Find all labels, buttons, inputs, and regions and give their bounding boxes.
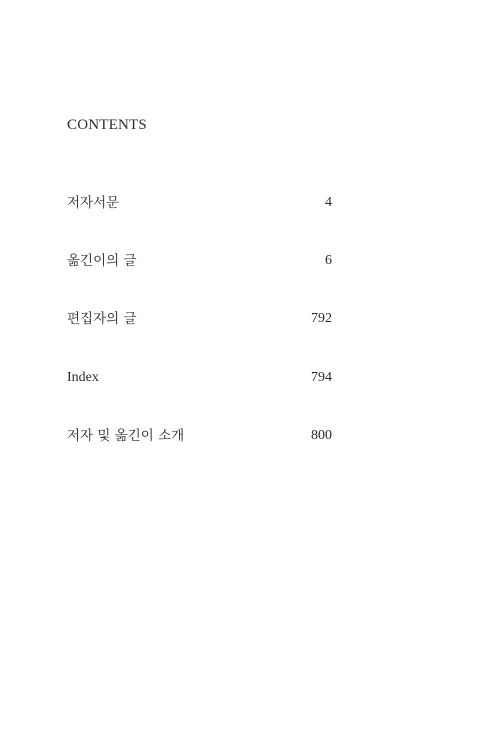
toc-entry-title: 옮긴이의 글	[67, 253, 137, 269]
toc-entry-title: Index	[67, 370, 99, 385]
toc-entry-page: 6	[325, 253, 332, 268]
toc-entry-title: 편집자의 글	[67, 311, 137, 327]
toc-entry-title: 저자 및 옮긴이 소개	[67, 428, 185, 444]
toc-entry-title: 저자서문	[67, 195, 120, 211]
toc-entry-page: 792	[311, 311, 332, 326]
toc-entry-page: 800	[311, 428, 332, 443]
toc-entry-index[interactable]	[67, 368, 332, 388]
toc-entry-about-authors[interactable]	[67, 426, 332, 446]
toc-entry-editor-note[interactable]	[67, 309, 332, 329]
toc-entry-page: 4	[325, 195, 332, 210]
toc-entry-preface[interactable]	[67, 193, 332, 213]
toc-entry-translator-note[interactable]	[67, 251, 332, 271]
contents-heading: CONTENTS	[67, 117, 147, 133]
toc-entry-page: 794	[311, 370, 332, 385]
